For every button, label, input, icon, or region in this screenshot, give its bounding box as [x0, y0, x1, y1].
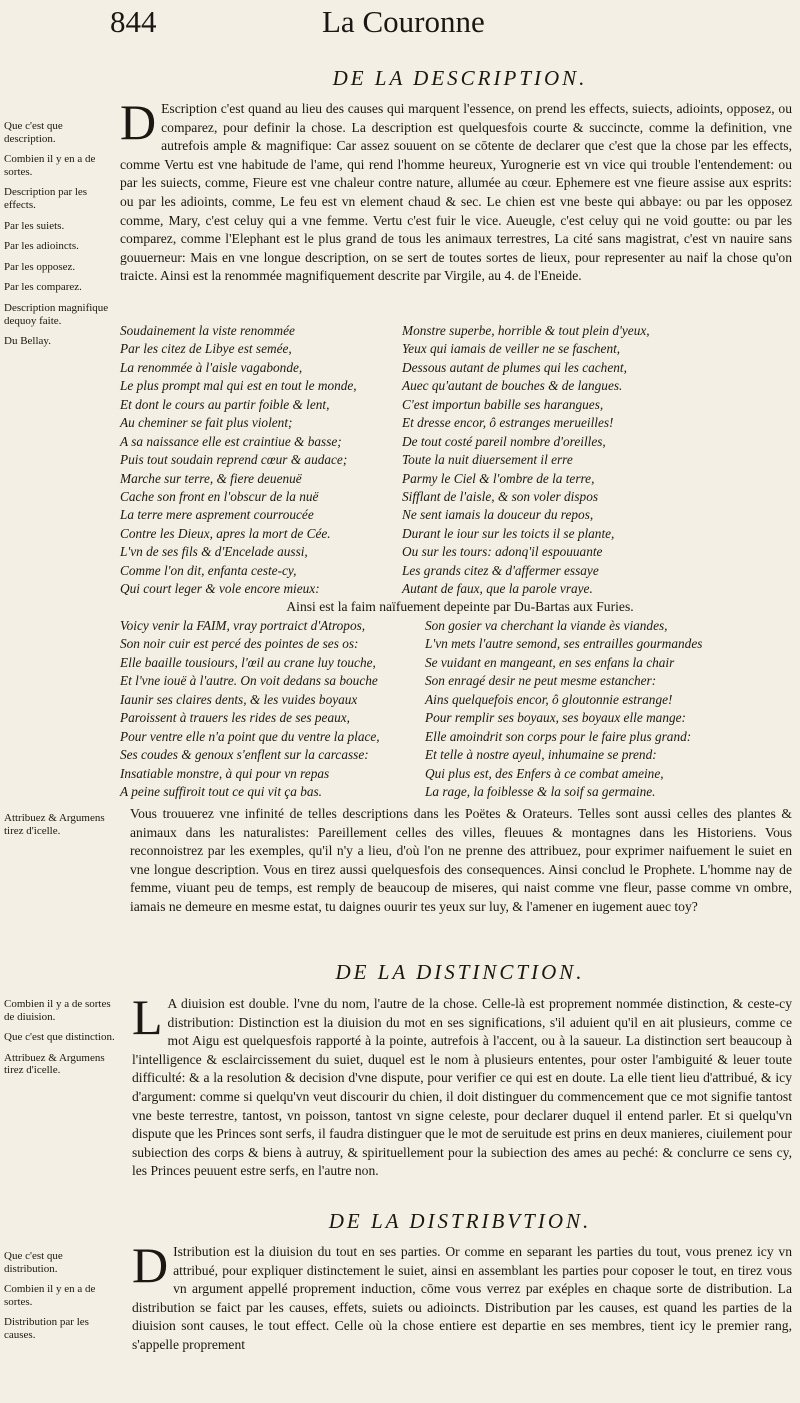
- verse-line: Puis tout soudain reprend cœur & audace;: [120, 452, 348, 468]
- verse-line: Pour ventre elle n'a point que du ventre la place,: [120, 728, 380, 744]
- verse-line: La renommée à l'aisle vagabonde,: [120, 359, 303, 375]
- verse-line: Elle baaille tousiours, l'œil au crane luy touche,: [120, 654, 376, 670]
- distinction-text: A diuision est double. l'vne du nom, l'autre de la chose. Celle-là est proprement nommée distinction, & ceste-cy distribution: Distinction est la diuision du mot en ses significations, s'il aduient qu'il en ait plusieurs, comme ce mot Aigu est quelquesfois rapporté à la pointe, autrefois à l'accent, ou à la saueur. La distinction sert beaucoup à l'intelligence & esclaircissement du suiet, duquel est le nom à plusieurs ententes, pour oster l'ambiguité & leuer toute difficulté: & a la resolution & decision d'vne dispute, pour verifier ce qui est en doute. La elle tient lieu d'attribué, & icy d'argument: comme si quelqu'vn veut discourir du chien, il doit distinguer du commencement que ce mot signifie tantost vne beste terrestre, tantost, vn poisson, tantost vn signe celeste, pour declarer duquel il entend parler. Et si quelqu'vn dispute que les Princes sont serfs, il faudra distinguer que le mot de seruitude est prins en deux manieres, ciuilement pour subiection des corps & biens à autruy, & spirituellement pour la subiection des ames au peché: & conclurre ce sens cy, les Princes peuuent estre serfs, en l'autre non.: [132, 996, 792, 1179]
- margin-note: Combien il y a de sortes de diuision.: [4, 998, 111, 1023]
- poem-right-column: [402, 322, 650, 599]
- verse-line: Durant le iour sur les toicts il se plante,: [402, 525, 615, 541]
- margin-note: Que c'est que description.: [4, 120, 63, 145]
- verse-line: Et telle à nostre ayeul, inhumaine se prend:: [425, 747, 657, 763]
- margin-note: Par les comparez.: [4, 281, 82, 294]
- page-header: [110, 4, 790, 46]
- section-title-description: DE LA DESCRIPTION.: [332, 66, 588, 90]
- page-number: 844: [110, 4, 157, 39]
- verse-line: La terre mere asprement courroucée: [120, 507, 314, 523]
- margin-notes-distinction: [4, 998, 116, 1085]
- verse-line: Le plus prompt mal qui est en tout le monde,: [120, 378, 357, 394]
- verse-line: Ne sent iamais la douceur du repos,: [402, 507, 594, 523]
- verse-line: Et l'vne iouë à l'autre. On voit dedans sa bouche: [120, 673, 378, 689]
- drop-cap: D: [120, 94, 157, 150]
- margin-note: Par les suiets.: [4, 219, 65, 232]
- margin-notes-distribution: [4, 1250, 116, 1350]
- margin-note: Combien il y en a de sortes.: [4, 1283, 96, 1308]
- verse-line: La rage, la foiblesse & la soif sa germaine.: [425, 783, 656, 799]
- verse-line: Marche sur terre, & fiere deuenuë: [120, 470, 302, 486]
- margin-note: Description par les effects.: [4, 186, 88, 211]
- verse-line: L'vn mets l'autre semond, ses entrailles gourmandes: [425, 636, 703, 652]
- verse-line: C'est importun babille ses harangues,: [402, 396, 604, 412]
- section-title-distribution: DE LA DISTRIBVTION.: [328, 1209, 592, 1233]
- drop-cap: L: [132, 989, 163, 1045]
- running-title: La Couronne: [322, 4, 485, 39]
- verse-line: A sa naissance elle est craintiue & basse;: [120, 433, 342, 449]
- verse-line: Qui court leger & vole encore mieux:: [120, 581, 320, 597]
- verse-line: Auec qu'autant de bouches & de langues.: [402, 378, 623, 394]
- verse-line: Voicy venir la FAIM, vray portraict d'Atropos,: [120, 618, 366, 633]
- margin-note: Par les opposez.: [4, 260, 76, 273]
- margin-note: Du Bellay.: [4, 335, 51, 348]
- section-title-distinction: DE LA DISTINCTION.: [335, 960, 585, 984]
- verse-line: Soudainement la viste renommée: [120, 323, 295, 338]
- verse-line: Ses coudes & genoux s'enflent sur la carcasse:: [120, 747, 369, 763]
- distribution-paragraph: [132, 1237, 792, 1355]
- faim-intro-line: Ainsi est la faim naïfuement depeinte par Du-Bartas aux Furies.: [286, 599, 634, 614]
- poem-left-column: [120, 322, 357, 599]
- verse-line: Iaunir ses claires dents, & les vuides boyaux: [120, 691, 358, 707]
- verse-line: Paroissent à trauers les rides de ses peaux,: [120, 710, 350, 726]
- distinction-paragraph: [132, 989, 792, 1181]
- verse-line: Elle amoindrit son corps pour le faire plus grand:: [425, 728, 692, 744]
- verse-line: Au cheminer se fait plus violent;: [120, 415, 293, 431]
- verse-line: Insatiable monstre, à qui pour vn repas: [120, 765, 330, 781]
- verse-line: Toute la nuit diuersement il erre: [402, 452, 573, 468]
- verse-line: Autant de faux, que la parole vraye.: [402, 581, 593, 597]
- verse-line: Qui plus est, des Enfers à ce combat ameine,: [425, 765, 664, 781]
- description-paragraph: [120, 94, 792, 286]
- margin-notes-attribuez: [4, 812, 116, 845]
- margin-note: Attribuez & Argumens tirez d'icelle.: [4, 812, 105, 837]
- description-text: Escription c'est quand au lieu des causes qui marquent l'essence, on prend les effects, suiects, adioints, opposez, ou comparez, pour definir la chose. La description est quelquesfois courte & succincte, comme la definition, vne autrefois ample & magnifique: Car assez souuent on se cōtente de declarer que c'est que la chose par les effects, comme Vertu est vne habitude de l'ame, qui rend l'homme heureux, Yurognerie est vn vice qui trouble l'entendement: ou par les suiects, comme, Fieure est vne chaleur contre nature, allumée au cœur. Ephemere est vne fieure assise aux esprits: ou par les adioints, comme, Le feu est vn element chaud & sec. Le chien est vne beste qui abbaye: ou par les opposez comme, Mary, c'est celuy qui a vne femme. Vertu c'est fuir le vice. Aueugle, c'est celuy qui ne void goutte: ou par les comparez, comme l'Elephant est le plus grand de tous les animaux terrestres, La cité sans magistrat, c'est vn nauire sans gouuerneur: Mais en vne longue description, on se sert de toutes sortes de lieux, pour representer au naif la chose qu'on traicte. Ainsi est la renommée magnifiquement descrite par Virgile, au 4. de l'Eneide.: [120, 101, 792, 284]
- verse-line: A peine suffiroit tout ce qui vit ça bas.: [120, 783, 323, 799]
- verse-line: Son noir cuir est percé des pointes de ses os:: [120, 636, 359, 652]
- verse-line: L'vn de ses fils & d'Encelade aussi,: [120, 544, 308, 560]
- verse-line: Son gosier va cherchant la viande ès viandes,: [425, 618, 668, 633]
- margin-note: Combien il y en a de sortes.: [4, 153, 96, 178]
- margin-note: Attribuez & Argumens tirez d'icelle.: [4, 1051, 105, 1077]
- distribution-text: Istribution est la diuision du tout en ses parties. Or comme en separant les parties du tout, vous prenez icy vn attribué, pour expliquer distinctement le suiet, ainsi en assemblant les parties pour coposer le tout, en tirez vous vn argument appellé proprement induction, cōme vous verrez par exéples en chaque sorte de distribution. La distribution se faict par les causes, effets, suiets ou adioincts. Distribution par les causes, est quand les parties de la diuision sont causes, le tout effect. Celle où la chose entiere est departie en ses membres, tient icy le premier rang, s'appelle proprement: [132, 1244, 792, 1352]
- verse-line: Monstre superbe, horrible & tout plein d'yeux,: [402, 323, 650, 338]
- verse-line: Pour remplir ses boyaux, ses boyaux elle mange:: [425, 710, 686, 726]
- verse-line: Parmy le Ciel & l'ombre de la terre,: [402, 470, 595, 486]
- verse-line: De tout costé pareil nombre d'oreilles,: [402, 433, 606, 449]
- verse-line: Yeux qui iamais de veiller ne se faschent,: [402, 341, 621, 357]
- verse-line: Et dresse encor, ô estranges merueilles!: [402, 415, 614, 431]
- verse-line: Comme l'on dit, enfanta ceste-cy,: [120, 562, 297, 578]
- verse-line: Sifflant de l'aisle, & son voler dispos: [402, 488, 599, 504]
- attribuez-paragraph: Vous trouuerez vne infinité de telles descriptions dans les Poëtes & Orateurs. Telles sont aussi celles des plantes & animaux dans les naturalistes: Pareillement celles des villes, fleuues & montagnes dans les Historiens. Vous reconnoistrez par les exemples, qu'il n'y a lieu, d'où l'on ne prenne des attribuez, pour exprimer naifuement le suiet en vne longue description. Vous en tirez aussi quelquesfois des consequences. Ainsi conclud le Prophete. L'homme nay de femme, viuant peu de temps, est remply de beaucoup de miseres, qui naist comme vne fleur, passe comme vn ombre, iamais ne demeure en mesme estat, tu daignes ouurir tes yeux sur luy, & l'amener en iugement auec toy?: [130, 806, 792, 914]
- margin-notes-description: [4, 120, 116, 356]
- verse-line: Dessous autant de plumes qui les cachent,: [402, 359, 627, 375]
- margin-note: Description magnifique dequoy faite.: [4, 301, 109, 327]
- margin-note: Distribution par les causes.: [4, 1316, 89, 1341]
- verse-line: Les grands citez & d'affermer essaye: [402, 562, 599, 578]
- poem2-right-column: [425, 617, 702, 801]
- margin-note: Que c'est que distribution.: [4, 1250, 63, 1275]
- verse-line: Ains quelquefois encor, ô gloutonnie estrange!: [425, 691, 673, 707]
- verse-line: Par les citez de Libye est semée,: [120, 341, 292, 357]
- margin-note: Que c'est que distinction.: [4, 1031, 115, 1044]
- verse-line: Se vuidant en mangeant, en ses enfans la chair: [425, 654, 675, 670]
- verse-line: Et dont le cours au partir foible & lent,: [120, 396, 330, 412]
- margin-note: Par les adioincts.: [4, 240, 79, 253]
- drop-cap: D: [132, 1237, 169, 1293]
- poem2-left-column: [120, 617, 380, 801]
- verse-line: Ou sur les tours: adonq'il espouuante: [402, 544, 603, 560]
- verse-line: Cache son front en l'obscur de la nuë: [120, 488, 319, 504]
- verse-line: Son enragé desir ne peut mesme estancher:: [425, 673, 657, 689]
- verse-line: Contre les Dieux, apres la mort de Cée.: [120, 525, 331, 541]
